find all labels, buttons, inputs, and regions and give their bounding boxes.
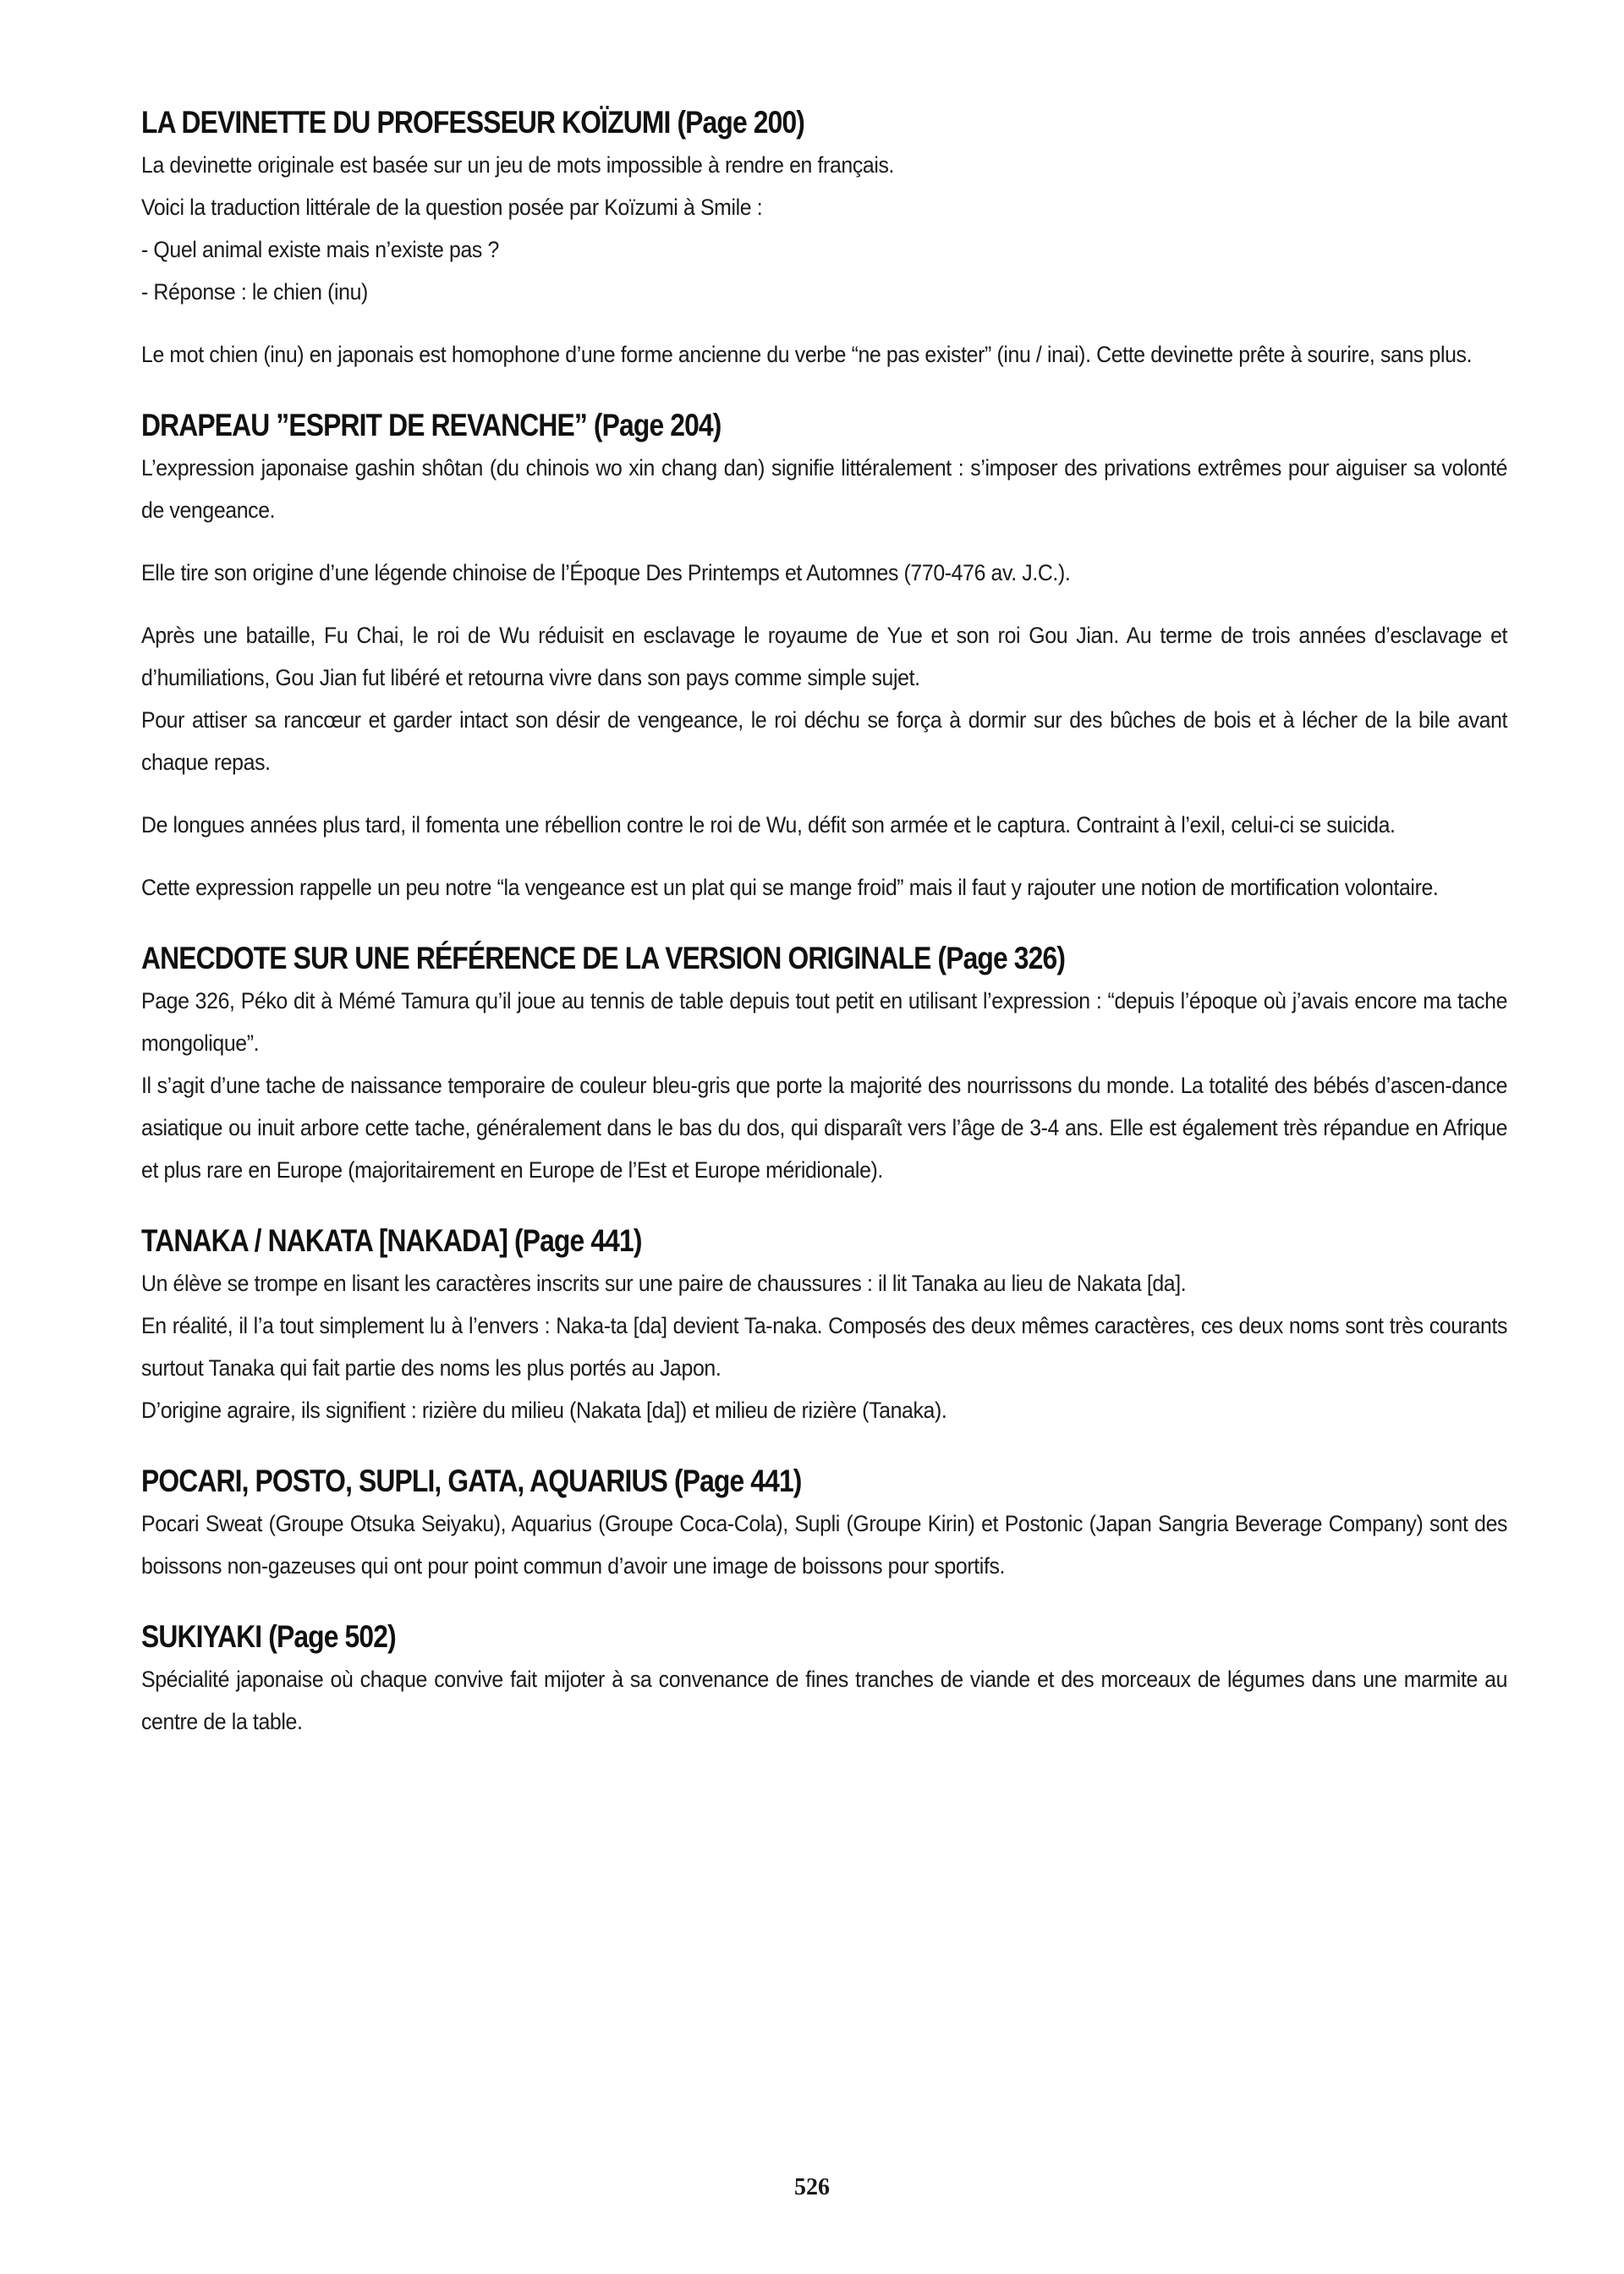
paragraph: Après une bataille, Fu Chai, le roi de Wu réduisit en esclavage le royaume de Yue et son roi Gou Jian. Au terme de trois années d’esclavage et d’humiliations, Gou Jian fut libéré et retourna vivre dans son pays comme simple sujet. [141, 623, 1508, 690]
section-spacer [141, 909, 1510, 939]
paragraph: Cette expression rappelle un peu notre “la vengeance est un plat qui se mange froid” mais il faut y rajouter une notion de mortification volontaire. [141, 875, 1439, 900]
paragraph: De longues années plus tard, il fomenta une rébellion contre le roi de Wu, défit son armée et le captura. Contraint à l’exil, celui-ci se suicida. [141, 812, 1396, 838]
section-devinette [141, 103, 1510, 376]
paragraph: Page 326, Péko dit à Mémé Tamura qu’il joue au tennis de table depuis tout petit en utilisant l’expression : “depuis l’époque où j’avais encore ma tache mongolique”. [141, 988, 1508, 1056]
paragraph: - Quel animal existe mais n’existe pas ? [141, 237, 499, 262]
notes-page [141, 103, 1510, 1743]
paragraph: Elle tire son origine d’une légende chinoise de l’Époque Des Printemps et Automnes (770-476 av. J.C.). [141, 560, 1071, 585]
section-anecdote [141, 939, 1510, 1191]
section-pocari [141, 1462, 1510, 1587]
section-spacer [141, 1587, 1510, 1618]
paragraph: Spécialité japonaise où chaque convive fait mijoter à sa convenance de fines tranches de viande et des morceaux de légumes dans une marmite au centre de la table. [141, 1667, 1508, 1734]
section-tanaka [141, 1222, 1510, 1431]
section-title: LA DEVINETTE DU PROFESSEUR KOÏZUMI (Page 200) [141, 105, 805, 140]
section-title: SUKIYAKI (Page 502) [141, 1619, 396, 1654]
paragraph: Voici la traduction littérale de la question posée par Koïzumi à Smile : [141, 195, 763, 220]
section-sukiyaki [141, 1618, 1510, 1743]
paragraph: Il s’agit d’une tache de naissance temporaire de couleur bleu-gris que porte la majorité des nourrissons du monde. La totalité des bébés d’ascen-dance asiatique ou inuit arbore cette tache, généralement dans le bas du dos, qui disparaît vers l’âge de 3-4 ans. Elle est également très répandue en Afrique et plus rare en Europe (majoritairement en Europe de l’Est et Europe méridionale). [141, 1073, 1508, 1183]
page-number: 526 [794, 2174, 830, 2200]
paragraph: En réalité, il l’a tout simplement lu à l’envers : Naka-ta [da] devient Ta-naka. Composés des deux mêmes caractères, ces deux noms sont très courants surtout Tanaka qui fait partie des noms les plus portés au Japon. [141, 1313, 1508, 1381]
paragraph: Un élève se trompe en lisant les caractères inscrits sur une paire de chaussures : il lit Tanaka au lieu de Nakata [da]. [141, 1271, 1187, 1296]
paragraph: Pour attiser sa rancœur et garder intact son désir de vengeance, le roi déchu se força à dormir sur des bûches de bois et à lécher de la bile avant chaque repas. [141, 707, 1508, 775]
paragraph: D’origine agraire, ils signifient : rizière du milieu (Nakata [da]) et milieu de rizière (Tanaka). [141, 1398, 947, 1423]
section-spacer [141, 1191, 1510, 1222]
paragraph: Le mot chien (inu) en japonais est homophone d’une forme ancienne du verbe “ne pas exister” (inu / inai). Cette devinette prête à sourire, sans plus. [141, 342, 1473, 367]
paragraph: Pocari Sweat (Groupe Otsuka Seiyaku), Aquarius (Groupe Coca-Cola), Supli (Groupe Kirin) et Postonic (Japan Sangria Beverage Company) sont des boissons non-gazeuses qui ont pour point commun d’avoir une image de boissons pour sportifs. [141, 1511, 1508, 1579]
paragraph: - Réponse : le chien (inu) [141, 279, 368, 305]
section-title: TANAKA / NAKATA [NAKADA] (Page 441) [141, 1223, 642, 1258]
section-title: ANECDOTE SUR UNE RÉFÉRENCE DE LA VERSION ORIGINALE (Page 326) [141, 941, 1066, 975]
paragraph: La devinette originale est basée sur un jeu de mots impossible à rendre en français. [141, 152, 895, 178]
section-drapeau [141, 406, 1510, 909]
section-title: DRAPEAU ”ESPRIT DE REVANCHE” (Page 204) [141, 408, 721, 442]
paragraph: L’expression japonaise gashin shôtan (du chinois wo xin chang dan) signifie littéralement : s’imposer des privations extrêmes pour aiguiser sa volonté de vengeance. [141, 455, 1508, 523]
section-spacer [141, 376, 1510, 406]
section-spacer [141, 1431, 1510, 1462]
section-title: POCARI, POSTO, SUPLI, GATA, AQUARIUS (Page 441) [141, 1464, 802, 1498]
